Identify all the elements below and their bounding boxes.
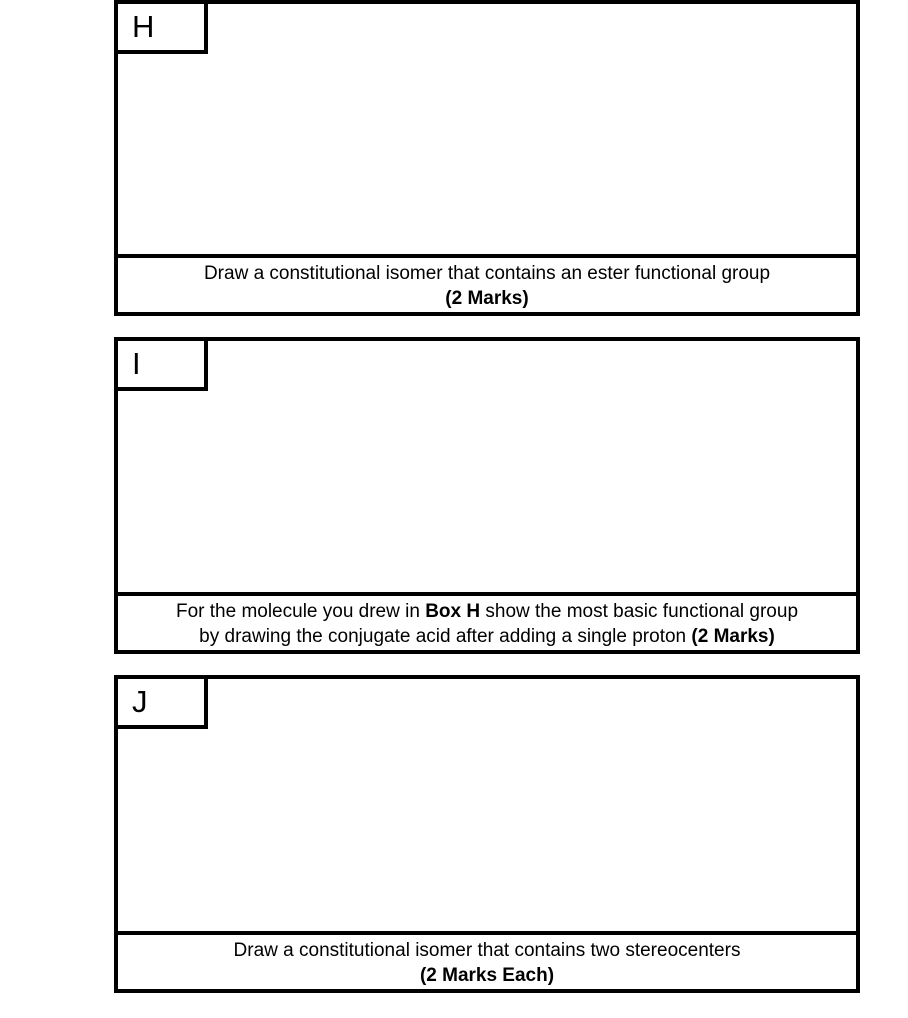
box-label-h: H	[118, 4, 208, 54]
box-label-i: I	[118, 341, 208, 391]
instruction-j-text: Draw a constitutional isomer that contains two stereocenters	[233, 940, 741, 961]
instruction-i-text-pre: For the molecule you drew in	[175, 601, 426, 622]
instruction-i	[118, 592, 856, 650]
instruction-i-text-line2: by drawing the conjugate acid after adding a single proton	[199, 626, 692, 647]
box-label-j: J	[118, 679, 208, 729]
instruction-i-text-post: show the most basic functional group	[480, 601, 799, 622]
answer-box-i	[114, 337, 860, 654]
drawing-area-j[interactable]	[118, 679, 856, 931]
instruction-h-text: Draw a constitutional isomer that contains an ester functional group	[203, 263, 771, 284]
instruction-j	[118, 931, 856, 989]
instruction-i-box-ref: Box H	[425, 601, 481, 622]
instruction-h	[118, 254, 856, 312]
instruction-j-marks: (2 Marks Each)	[419, 965, 555, 986]
instruction-i-marks: (2 Marks)	[691, 626, 775, 647]
instruction-h-marks: (2 Marks)	[445, 288, 529, 309]
drawing-area-i[interactable]	[118, 341, 856, 592]
drawing-area-h[interactable]	[118, 4, 856, 254]
answer-box-j	[114, 675, 860, 993]
answer-box-h	[114, 0, 860, 316]
